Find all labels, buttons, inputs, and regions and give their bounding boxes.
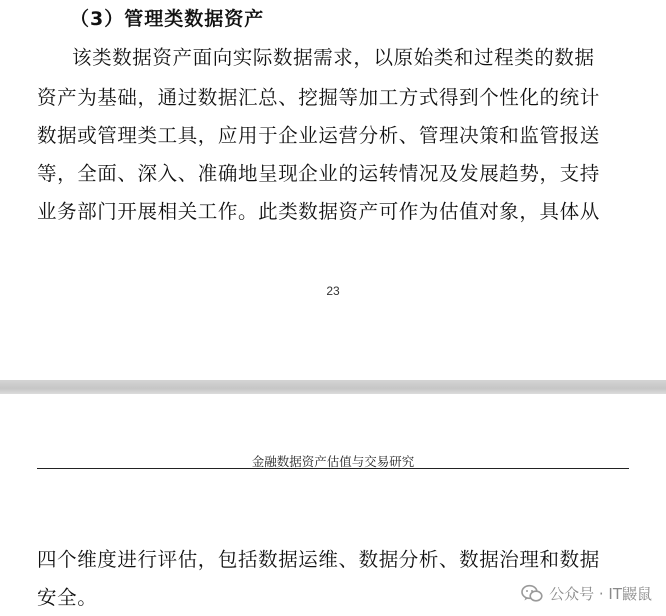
running-header: 金融数据资产估值与交易研究 <box>251 454 415 469</box>
paragraph-line: 安全。 <box>37 586 98 609</box>
section-heading: （3）管理类数据资产 <box>70 8 265 30</box>
document-page-bottom <box>0 394 666 616</box>
header-rule <box>37 468 629 469</box>
watermark <box>521 583 652 604</box>
watermark-text: 公众号 · IT鼹鼠 <box>549 585 652 603</box>
paragraph-line: 四个维度进行评估，包括数据运维、数据分析、数据治理和数据 <box>37 548 600 571</box>
paragraph-line: 等，全面、深入、准确地呈现企业的运转情况及发展趋势，支持 <box>37 162 600 185</box>
paragraph-line: 业务部门开展相关工作。此类数据资产可作为估值对象，具体从 <box>37 200 600 223</box>
page-separator <box>0 380 666 394</box>
wechat-icon <box>521 584 543 604</box>
paragraph-line: 该类数据资产面向实际数据需求，以原始类和过程类的数据 <box>72 46 595 69</box>
paragraph-line: 资产为基础，通过数据汇总、挖掘等加工方式得到个性化的统计 <box>37 86 600 109</box>
page-number: 23 <box>326 284 340 298</box>
paragraph-line: 数据或管理类工具，应用于企业运营分析、管理决策和监管报送 <box>37 124 600 147</box>
